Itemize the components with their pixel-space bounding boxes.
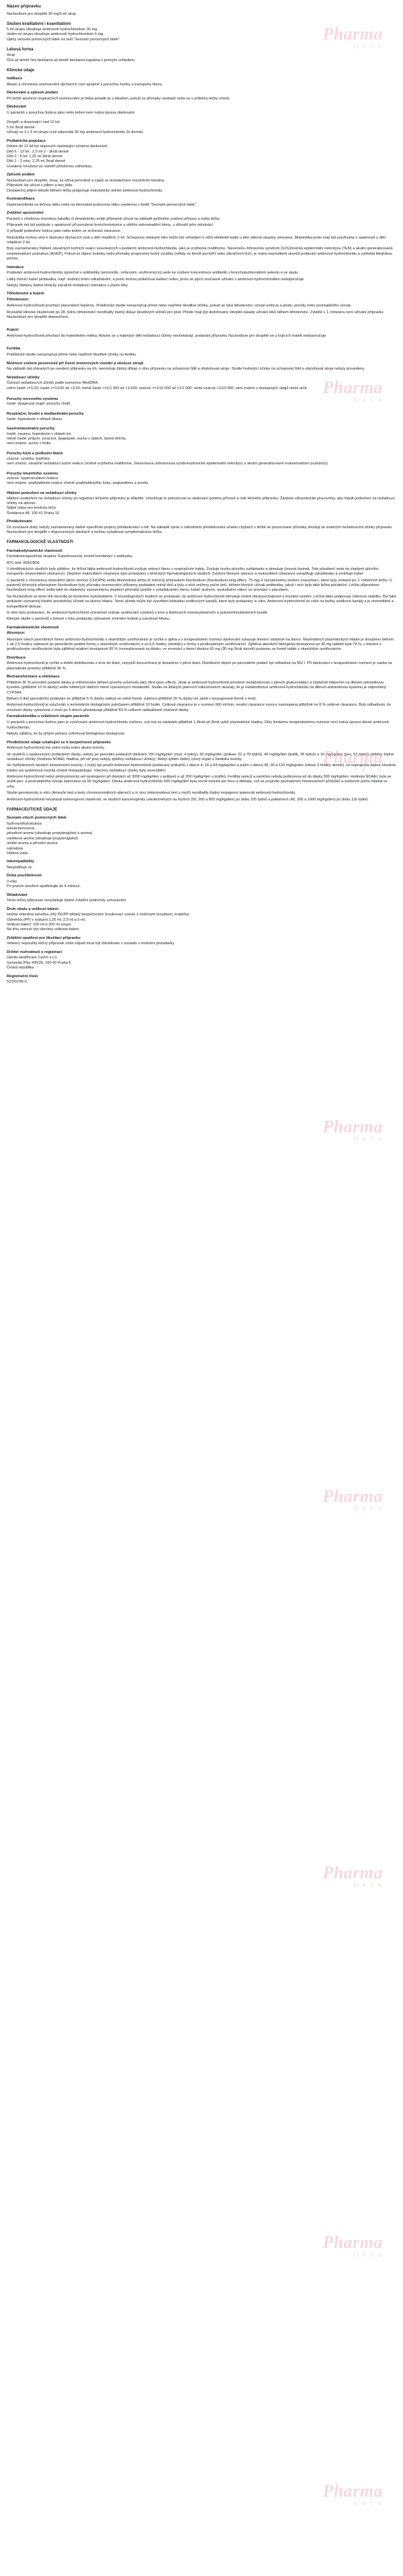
watermark-title: Pharma — [322, 2481, 383, 2501]
section-heading-zvlastni-opatreni: Zvláštní opatření pro likvidaci přípravku — [7, 936, 81, 940]
text-line: Látky tlumící kašel (antitusika, např. kodein) brání odkašlávání, a proto mohou potlačovat kašlací reflex, proto se jejich současné užívání s ambroxol-hydrochloridem nedoporučuje. — [7, 277, 305, 282]
text-line: Ambroxol-hydrochlorid má velmi nízký index akutní toxicity. — [7, 746, 105, 751]
text-line: časté: dysgeuzie (např. poruchy chuti) — [7, 402, 71, 407]
text-line: Děti 1 - 2 roky: 1,25 ml 2krát denně — [7, 159, 66, 164]
text-line: Respirační, hrudní a mediastinální poruchy — [7, 412, 84, 417]
text-line: Rozsáhlé klinické zkušenosti po 28. týdnu těhotenství neodhalily žádný důkaz škodlivých účinků pro plod. Přesto mají být dodržovány obvyklé zásady užívání léků během těhotenství. Zvláště v 1. trimestru není užívání přípravku Nucleodium pro dospělé doporučeno. — [7, 310, 384, 320]
section-heading-zpusob-podani: Způsob podání — [7, 173, 35, 177]
text-line: Klinické studie u pacientů s bolestí v krku prokázaly významné zmírnění bolesti a zarudnutí hltanu. — [7, 617, 171, 622]
text-line: Během 3 dnů perorálního podávání se přibližně 6 % dávky nalézá ve volné formě, zatímco přibližně 26 % dávky lze zjistit v konjugované formě v moči. — [7, 696, 257, 701]
section-heading-biotransformace: Biotransformace a eliminace — [7, 675, 60, 679]
watermark — [322, 1485, 383, 1513]
text-line: Ambroxol-hydrochlorid prochází placentární bariérou. Preklinické studie nenaznačují přímé nebo nepřímé škodlivé účinky, pokud se týká těhotenství, vývoje embrya a plodu, porodu nebo postnatálního vývoje. — [7, 304, 352, 308]
section-heading-upozorneni: Zvláštní upozornění — [7, 210, 44, 215]
text-line: Odměrka (PP) s ryskami 1,25 ml; 2,5 ml a 5 ml. — [7, 917, 86, 922]
text-line: Ambroxol-hydrochlorid nebyl embryotoxický ani teratogenní při dávkách až 3000 mg/kg/den u potkanů a až 200 mg/kg/den u králíků. Fertilita samců a samiček nebyla poškozena až do dávky 500 mg/kg/den. Hodnota NOAEL byla ve studii peri- a postnatálního vývoje stanovena na 50 mg/kg/den. Dávka ambroxol-hydrochloridu 500 mg/kg/den byla mírně toxická pro fenu a štěňata, což se projevilo zpomalením hmotnostních přírůstků a snížením počtu mláďat ve vrhu. — [7, 775, 392, 789]
text-line: Generála Píky 430/26, 160 00 Praha 6 — [7, 960, 71, 965]
watermark-title: Pharma — [322, 747, 383, 767]
text-line: Mukolytika mohou vést k obstrukci dýchacích cest u dětí mladších 2 let. Schopnost odstranit hlen může být vzhledem k nižší efektivitě kašle u této věkové skupiny omezena. Mukolytika proto mají být používána s opatrností u dětí mladších 2 let. — [7, 235, 386, 245]
text-line: Ve čtyřtýdenních studiích intravenózní toxicity, s nízký byl použit ambroxol-hydrochlorid (podávaný potkanů) v dávce 4, 14 a 64 mg/kg/den a psům v dávce 45, 90 a 120 mg/kg/den (infúze 3 hodiny denně), se neprojevila žádná závažná lokální ani systémová toxicita včetně histopatologie. Všechny nežádoucí účinky byly reverzibilní. — [7, 763, 396, 773]
section-body-zpusob-podani — [7, 179, 396, 194]
text-line: není známo: sucho v hrdle — [7, 442, 51, 446]
text-line: vzácné: vyrážka, kopřivka — [7, 456, 50, 461]
text-line: časté: hypestezie v oblasti hltanu — [7, 417, 62, 421]
section-body-biotransformace — [7, 681, 396, 737]
text-line — [7, 422, 396, 427]
text-line: Farmakokinetika u zvláštních skupin pacientů: — [7, 714, 90, 719]
text-line — [7, 466, 396, 471]
section-body-zvlastni-opatreni — [7, 942, 396, 946]
section-heading-farmakokineticke: Farmakokinetické vlastnosti — [7, 625, 59, 630]
text-line: Poruchy kůže a podkožní tkáně — [7, 452, 63, 456]
section-heading-registracni-cislo: Registrační číslo — [7, 974, 38, 979]
section-heading-doba-pouzitelnosti: Doba použitelnosti — [7, 874, 42, 878]
section-body-slozeni — [7, 28, 396, 42]
section-heading-inkompatibility: Inkompatibility — [7, 860, 34, 864]
watermark-subtitle: D A T A — [353, 1505, 383, 1513]
section-heading-kontraindikace: Kontraindikace — [7, 196, 35, 201]
text-line: 5 ml 3krát denně — [7, 125, 35, 130]
text-line: méně časté: průjem, zvracení, dyspepsie, sucho v ústech, bolest břicha — [7, 437, 126, 442]
text-line: 52/201/06-C — [7, 980, 28, 985]
text-line: Česká republika — [7, 966, 34, 970]
watermark-subtitle: D A T A — [353, 766, 383, 774]
section-heading-farmaceuticke-udaje: FARMACEUTICKÉ ÚDAJE — [7, 806, 58, 812]
section-heading-interakce: Interakce — [7, 265, 24, 269]
section-body-interakce — [7, 271, 396, 288]
page-title: Název přípravku — [7, 4, 41, 9]
text-line: Úplný seznam pomocných látek viz bod "Seznam pomocných látek". — [7, 37, 121, 42]
text-line: Do současné doby nebyly zaznamenány žádné specifické projevy předávkování u lidí. Na základě zpráv o náhodném předávkování a/nebo chybách v léčbě se pozorované příznaky shodují se známými nežádoucími účinky přípravku Nucleodium pro dospělé v doporučených dávkách a mohou vyžadovat symptomatickou léčbu. — [7, 525, 392, 535]
text-line: U pacientů s poruchou funkce jater je vylučování ambroxol-hydrochloridu sníženo, což má za následek přibližně 1,3krát až 2krát vyšší plazmatické hladiny. Díky širokému terapeutickému rozmezí není nutná úprava dávek ambroxol-hydrochloridu. — [7, 720, 390, 730]
text-line: Fertilita — [7, 346, 21, 351]
text-line: Dostatečný příjem tekutin během léčby podporuje mukolytický účinek ambroxol-hydrochloridu. — [7, 188, 163, 193]
text-line: tekutá benzoová — [7, 827, 35, 831]
watermark — [322, 2480, 383, 2508]
text-line: Čirá až téměř čirá bezbarvá až téměř bezbarvá kapalina s jemným vzhledem. — [7, 58, 136, 63]
text-line: Neuplatňuje se. — [7, 865, 33, 870]
watermark — [322, 1862, 383, 1890]
text-line: Poruchy imunitního systému — [7, 471, 58, 476]
section-heading-predavkovani: Předávkování — [7, 520, 32, 524]
text-line: Hnědá skleněná lahvička, bílý PE/PP dětský bezpečnostní šroubovací uzávěr s vloženým kroužkem, krabička. — [7, 913, 190, 917]
text-line: Přibližně 30 % perorální podané dávky je eliminováno během prvního průchodu játry (first pass effect). Jinak je ambroxol-hydrochlorid primárně metabolizován v játrech glukuronidací a částečně štěpením na dibrom-antranilovou kyselinu (přibližně 10 % dávky) vedle některých dalších méně významných metabolitů. Studie na lidských jaterních mikrozomech ukázaly, že je metabolismus ambroxol-hydrochloridu na dibrom-antranilovou kyselinu je odpovědný CYP3A4. — [7, 680, 386, 695]
section-heading-pediatricka-populace: Pediatrická populace — [7, 138, 46, 143]
section-body-indikace — [7, 83, 396, 87]
section-heading-farmakodynamicke: Farmakodynamické vlastnosti — [7, 548, 62, 553]
section-heading-distribuce: Distribuce — [7, 655, 26, 660]
text-line: Absorpce všech perorálních forem ambroxol-hydrochloridu s okamžitým uvolňováním je rychlá a úplná a v terapeutickém rozmezí dávkování vykazuje lineární závislost na dávce. Maximálních plazmatických hladin je dosaženo během 1 až 2,5 hodiny nabízené po perorálním podání formy s okamžitým uvolňováním a za 6,5 hodiny (medián) u formy s prodlouženým uvolňováním. Zjištěná absolutní biologická dostupnost po 30 mg tabletě byla 79 %, v tobolce s prodlouženým uvolňováním byla zjištěná relativní dostupnost 95 % (normalizovaná na dávku, ve srovnání s denní dávkou 60 mg (30 mg 2krát denně) podanou ve formě tablet s okamžitým uvolňováním. — [7, 637, 394, 652]
section-body-skladovani — [7, 899, 396, 903]
text-line: jahodové aroma (obsahuje propylenglykol a aroma) — [7, 831, 93, 836]
text-line: Jeden ml sirupu obsahuje ambroxoli hydrochloridum 6 mg. — [7, 32, 104, 37]
text-line: Nebyly hlášeny žádné klinicky závažné nežádoucí interakce s jinými léky. — [7, 283, 129, 288]
text-line: Četnost nežádoucích účinků podle konvence MedDRA: — [7, 381, 99, 386]
watermark-subtitle: D A T A — [353, 397, 383, 404]
section-body-doba-pouzitelnosti — [7, 880, 396, 890]
text-line: Na trhu nemusí být všechny velikosti balení. — [7, 927, 81, 932]
section-heading-tehotenstvi: Těhotenství a kojení — [7, 292, 44, 296]
text-line: Tento léčivý přípravek nevyžaduje žádné zvláštní podmínky uchovávání. — [7, 899, 127, 903]
text-line: sukralosa — [7, 846, 23, 851]
section-heading-davkovani: Dávkování a způsob podání — [7, 91, 58, 95]
text-line: Dětem do 12 let lze doporučit následující schéma dávkování: — [7, 144, 108, 149]
product-name: Nucleodium pro dospělé 30 mg/5 ml sirup — [7, 11, 77, 16]
text-line: Nucleodium pro dospělé, sirup, se užívá perorálně a zapíjí se dostatečným množstvím tekutiny. — [7, 178, 165, 183]
section-body-obal-obsah — [7, 913, 396, 933]
text-line: Ambroxol-hydrochlorid je rychle a dobře distribuován z krve do tkání, nejvyšší koncentrace je dosaženo v plicní tkáni. Distribuční objem po perorálním podání byl odhadnut na 552 l. Při dávkování v terapeutickém rozmezí je vazba na plazmatické proteiny přibližně 90 %. — [7, 661, 392, 671]
text-line: Při léčbě akutních respiračních onemocnění je třeba poradit se s lékařem, pokud se příznaky nezlepší nebo se v průběhu léčby zhorší. — [7, 96, 230, 101]
section-body-predavkovani — [7, 526, 396, 536]
text-line: Šrobárova 48, 100 41 Praha 10 — [7, 511, 60, 515]
section-heading-nezadouci-ucinky: Nežádoucí účinky — [7, 375, 40, 380]
watermark-title: Pharma — [322, 2233, 383, 2252]
text-line: 5 ml sirupu obsahuje ambroxoli hydrochloridum 30 mg. — [7, 28, 98, 32]
section-heading-drzitel: Držitel rozhodnutí o registraci — [7, 950, 62, 954]
text-line: Nebyly zjištěny, že by příjem potravy ovlivňoval biologickou dostupnost. — [7, 732, 126, 737]
text-line: Podávání ambroxol-hydrochloridu společně s antibiotiky (amoxicilin, cefuroxim, erythromycin) vede ke zvýšení koncentrace antibiotik v bronchopulmonálním sekretu a ve sputu. — [7, 271, 299, 276]
watermark-title: Pharma — [322, 1863, 383, 1882]
section-body-davkovani — [7, 97, 396, 101]
text-line: Hlášení podezření na nežádoucí účinky — [7, 491, 77, 496]
watermark-subtitle: D A T A — [353, 2500, 383, 2507]
text-line: Hlášení podezření na nežádoucí účinky po registraci léčivého přípravku je důležité. Umožňuje to pokračovat ve sledování poměru přínosů a rizik léčivého přípravku. Žádáme zdravotnické pracovníky, aby hlásili podezření na nežádoucí účinky na adresu: — [7, 496, 395, 505]
text-line: Po prvním otevření spotřebujte do 6 měsíců. — [7, 884, 81, 889]
text-line: není známo: závažné nežádoucí kožní reakce (včetně erythema multiforme, Stevensova-Johnsonova syndromu/toxické epidermální nekrolýzy a akutní generalizované exantematózní pustulózy) — [7, 461, 328, 466]
watermark-title: Pharma — [322, 378, 383, 397]
text-line: Ambroxol-hydrochlorid přechází do mateřského mléka. Ačkoliv se u kojených dětí nežádoucí účinky neočekávají, podávání přípravku Nucleodium pro dospělé se u kojících matek nedoporučuje. — [7, 334, 327, 339]
section-heading-farmakologicke-vlastnosti: FARMAKOLOGICKÉ VLASTNOSTI — [7, 540, 73, 545]
text-line: vanilkové aroma (obsahuje propylenglykol) — [7, 836, 79, 841]
section-body-pediatricka-populace — [7, 144, 396, 169]
text-line: Uvedená množství se odměří přiloženou odměrkou. — [7, 164, 93, 169]
section-body-lekova-forma — [7, 53, 396, 63]
text-line: Na Nucleodium se tento lék nevznikl po konkrétní mykobakterie. V imunologických studiích se prokázalo, že ambroxol-hydrochlorid stimuluje místní obranyschopnost a imunitní systém. Léčivá látka podporuje celkovou stabilitu. Byl také prokázán významný lokální anestetický účinek na sliznici hltanu. Tento účinek může být vysvětlen blokádou sodíkových kanálů, které byly prokázány in vitro. Ambroxol-hydrochlorid se váže na buňky sodíkové kanály a je reverzibilně a kompetitivně blokuje. — [7, 594, 396, 609]
watermark-subtitle: D A T A — [353, 43, 383, 50]
text-line: Veškerý nepoužitý léčivý přípravek nebo odpad musí být zlikvidován v souladu s místními požadavky. — [7, 942, 175, 946]
text-line — [7, 487, 396, 491]
watermark-subtitle: D A T A — [353, 2251, 383, 2259]
section-body-drzitel — [7, 956, 396, 970]
text-line: umělé aroma a přírodní aroma — [7, 841, 58, 846]
text-line: Opella Healthcare Czech s.r.o. — [7, 956, 58, 960]
section-body-ucinky-na-pozornost — [7, 367, 396, 372]
watermark — [322, 1116, 383, 1144]
text-line: Velikost balení: 100 ml a 200 ml sirupu — [7, 923, 71, 927]
text-line: Ve studiích s opakovaným podáváním dávky, nebyly po perorální podaných dávkách 150 mg/kg/den (myš, 4 týdny), 50 mg/kg/den (potkan, 52 a 78 týdnů), 40 mg/kg/den (králík, 26 týdnů) a 10 mg/kg/den (pes, 52 týdnů) zjištěny žádné nežádoucí účinky (hodnota NOAEL hladina, při níž jsou nebyly zjištěny nežádoucí účinky). Nebyl zjištěn žádný cílový orgán z hlediska toxicity. — [7, 752, 394, 761]
watermark-subtitle: D A T A — [353, 1882, 383, 1889]
section-body-pomocne-latky — [7, 822, 396, 857]
text-line: Akutní a chronická onemocnění dýchacích cest spojené s poruchou tvorby a transportu hlenu. — [7, 82, 163, 87]
text-line: Na základě dat získaných po uvedení přípravku na trh, neexistuje žádný důkaz o vlivu přípravku na schopnost řídit a obsluhovat stroje. Studie hodnotící účinky na schopnost řídit a obsluhovat stroje nebyly provedeny. — [7, 367, 365, 372]
text-line: Poruchy nervového systému — [7, 397, 58, 402]
text-line: ATC kód: R05CB06 — [7, 560, 40, 565]
text-line: Preklinické studie nenaznačují přímé nebo nepřímé škodlivé účinky na fertilitu. — [7, 353, 137, 358]
text-line: Přípravek lze užívat s jídlem a bez jídla. — [7, 183, 73, 188]
text-line: není známo: anafylaktické reakce včetně anafylaktického šoku, angioedému a pruritu — [7, 481, 148, 486]
text-line: V případě podezření funkce jater nebo ledvin se sníženou clearance. — [7, 229, 122, 234]
text-line: Pacienti s vředovou chorobou žaludku či dvanáctníku smějí přípravek užívat na základě pečlivého zvážení přínosu a rizika léčby. — [7, 216, 220, 221]
section-heading-ucinky-na-pozornost: Možnost snížení pozornosti při řízení motorových vozidel a obsluze strojů — [7, 361, 144, 366]
section-body-tehotenstvi — [7, 298, 396, 358]
section-body-farmakokineticke — [7, 631, 396, 653]
text-line: Ambroxol-hydrochlorid je vylučován s terminálním biologickým poločasem přibližně 10 hodin. Celková clearance je v rozmezí 660 ml/min, renální clearance vysoce zastoupena přibližně ne 8 % celkové clearance. Bylo odhadnuto, že množství dávky vyloučené v moči po 5 dnech představuje přibližně 83 % celkové radioaktivně značené dávky. — [7, 703, 392, 712]
text-line: Kojení: — [7, 327, 19, 332]
text-line — [7, 116, 396, 120]
section-body-nezadouci-ucinky — [7, 381, 396, 391]
text-line — [7, 447, 396, 452]
watermark — [322, 2231, 383, 2259]
text-line: velmi časté >=1/10; časté >=1/100 až <1/10; méně časté >=1/1 000 až <1/100; vzácné >=1/10 000 až <1/1 000; velmi vzácné <1/10 000; není známo z dostupných údajů nelze určit. — [7, 386, 308, 390]
text-line: Dospělí a dospívající nad 12 let: — [7, 120, 60, 125]
watermark-title: Pharma — [322, 24, 383, 44]
section-heading-obal-obsah: Druh obalu a velikost balení — [7, 907, 58, 911]
section-body-preklinicke-udaje — [7, 746, 396, 802]
section-heading-slozeni: Složení kvalitativní i kvantitativní — [7, 22, 71, 27]
text-line: Hypersenzitivita na léčivou látku nebo na kteroukoli pomocnou látku uvedenou v bodě "Seznam pomocných látek". — [7, 202, 197, 207]
watermark-subtitle: D A T A — [353, 1136, 383, 1143]
text-line: Přípravek má být podáván s opatrností při porušené bronchomotorice a větším nahromadění hlenu, z důvodů jeho městnání. — [7, 222, 214, 227]
text-line: časté: nauzea, hypestezie v oblasti úst — [7, 431, 71, 436]
section-heading-klinicke-udaje: Klinické údaje — [7, 68, 34, 73]
text-line — [7, 341, 396, 345]
text-line — [7, 407, 396, 412]
section-body-distribuce — [7, 661, 396, 671]
section-body-davkovani-detail — [7, 111, 396, 136]
text-line: V předklinických studiích bylo zjištěno, že léčivá látka ambroxol-hydrochlorid zvyšuje sekreci hlenu v respiračním traktu. Zvyšuje tvorbu plicního surfaktantu a stimuluje činnost řasinek. Toto působení vede ke zlepšení plicního transportu (mukociliární clearance). Zlepšení mukociliární clearance bylo prokázáno v klinických farmakologických studiích. Zvýšení hlenové sekrece a mukociliární clearance usnadňuje vykašlávání a zmírňuje kašel. — [7, 567, 379, 577]
text-line: Studie genotoxicity in vitro (Amesův test a testy chromozomálních aberací) a in vivo (mikronukleus test u myší) neodhalily žádný mutagenní potenciál ambroxol-hydrochloridu. — [7, 791, 296, 796]
section-body-registracni-cislo — [7, 980, 396, 985]
section-body-organove-systemy — [7, 397, 396, 516]
watermark-title: Pharma — [322, 1117, 383, 1136]
text-line: Byly zaznamenány hlášení závažných kožních reakcí souvisejících s podáním ambroxol-hydrochloridu, jako je erythema multiforme, Stevensův-Johnsonův syndrom (SJS)/toxická epidermální nekrolýza (TEN) a akutní generalizovaná exantematózní pustulóza (AGEP). Pokud se objeví známky nebo příznaky progresivní kožní vyrážky (někdy ve formě puchýřů nebo slizničních lézí), je nutno neprodleně ukončit podávání ambroxol-hydrochloridu a vyhledat lékařskou pomoc. — [7, 247, 393, 261]
text-line: Absorpce: — [7, 631, 26, 636]
section-body-inkompatibility — [7, 866, 396, 870]
section-heading-pomocne-latky: Seznam všech pomocných látek — [7, 816, 66, 820]
watermark-title: Pharma — [322, 1487, 383, 1506]
text-line: In vitro bylo prokázáno, že ambroxol-hydrochlorid významně snižuje uvolňování cytokinů z krve a tkáňových mononukleárních a polymorfonukleárních buněk. — [7, 610, 269, 615]
text-line: Užívají se 3 x 5 ml sirupu (což odpovídá 30 mg ambroxol-hydrochloridu 3x denně). — [7, 130, 144, 135]
text-line: Farmakoterapeutická skupina: Expektorancia, kromě kombinací s antitusiky. — [7, 554, 133, 559]
text-line: vzácné: hypersenzitivní reakce — [7, 476, 58, 481]
section-heading-preklinicke-udaje: Předklinické údaje vztahující se k bezpečnosti přípravku — [7, 740, 111, 745]
text-line: hydroxyethylcelulosa — [7, 821, 42, 826]
section-heading-davkovani-detail: Dávkování — [7, 105, 26, 110]
text-line: 3 roky — [7, 879, 17, 884]
section-heading-indikace: Indikace — [7, 77, 23, 81]
text-line: Děti 6 - 12 let : 2,5 ml 2 - 3krát denně — [7, 149, 69, 154]
section-body-kontraindikace — [7, 203, 396, 208]
text-line: Těhotenství: — [7, 297, 30, 302]
text-line: Děti 2 - 5 let: 1,25 ml 3krát denně — [7, 154, 62, 159]
text-line: Ambroxol-hydrochlorid nevykázal tumorogenní vlastnosti, ve studiích kancerogenity uskutečněných na myších (50, 200 a 800 mg/kg/den) po dobu 105 týdnů a potkanech (40, 200 a 1000 mg/kg/den) po dobu 116 týdnů. — [7, 797, 369, 802]
text-line: U pacientů s poruchou funkce jater nebo ledvin není nutná úprava dávkování. — [7, 110, 136, 115]
section-heading-lekova-forma: Léková forma — [7, 47, 34, 52]
text-line: čištěná voda — [7, 851, 28, 856]
section-heading-skladovani: Skladování — [7, 892, 28, 897]
text-line: Gastrointestinální poruchy — [7, 427, 55, 431]
text-line: Státní ústav pro kontrolu léčiv — [7, 506, 56, 511]
text-line: U pacientů s chronickou obstrukční plicní nemocí (CHOPN) vedla dlouhodobá léčba (6 měsíců) přípravkem Nucleodium (Nucleodium long effect, 75 mg) k významnému snížení exacerbací, které byly získané po 2. měsíčním léčby. U pacientů léčených přípravkem Nucleodium byly příznaky onemocnění přítomny podstatně méně dnů a byly u nich sníženy počet dnů, během kterých užívali antibiotika, jakož i nich byla také léčba počáteční. Léčba přípravkem Nucleodium long effect vedla také ke statisticky významnému zlepšení příznaků (potíže s vykašláváním hlenu, kašel, dušnost, auskultační nález) ve srovnání s placebem. — [7, 578, 392, 593]
text-line — [7, 321, 396, 326]
section-body-upozorneni — [7, 217, 396, 262]
text-line: sirup — [7, 53, 15, 58]
section-body-farmakodynamicke — [7, 554, 396, 622]
